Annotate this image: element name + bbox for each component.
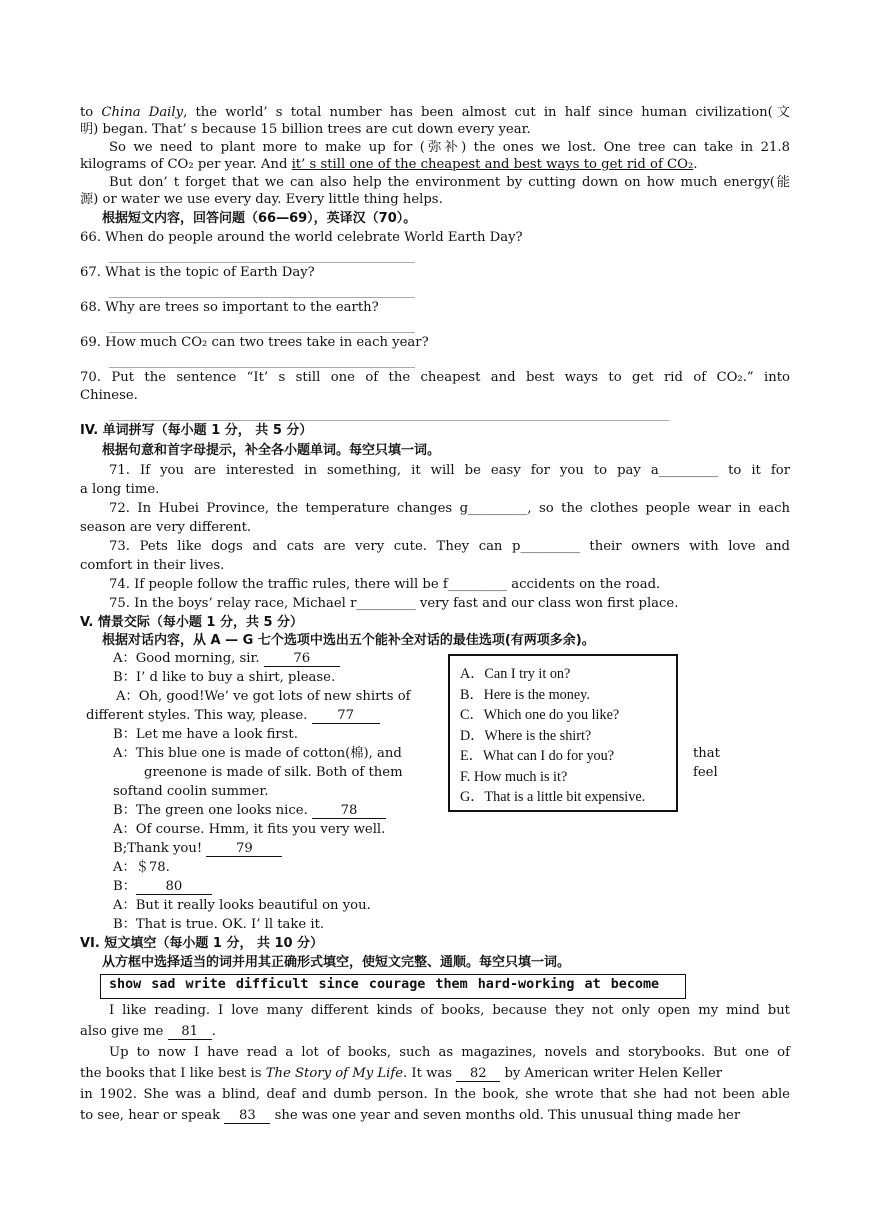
newspaper-name: China Daily: [101, 105, 184, 120]
dialog-line-8: softand coolin summer.: [113, 784, 269, 799]
passage2-line-6: to see, hear or speak 83 she was one year and seven months old. This unusual thing made her: [80, 1108, 741, 1123]
question-73-cont: comfort in their lives.: [80, 558, 225, 573]
dialog-line-3: A：Oh, good!We’ ve got lots of new shirts of: [116, 689, 411, 704]
section-5-title: V. 情景交际（每小题 1 分，共 5 分）: [80, 615, 304, 630]
underlined-sentence: it’ s still one of the cheapest and best ways to get rid of CO₂: [291, 157, 694, 172]
qa-instruction: 根据短文内容，回答问题（66—69），英译汉（70）。: [102, 211, 417, 226]
question-72-cont: season are very different.: [80, 520, 252, 535]
dialog-line-1: A：Good morning, sir. 76: [113, 650, 340, 667]
dialog-line-13: B： 80: [113, 878, 212, 895]
question-75: 75. In the boys’ relay race, Michael r_________ very fast and our class won first place.: [109, 596, 679, 611]
blank-77[interactable]: 77: [312, 709, 380, 724]
blank-78[interactable]: 78: [312, 804, 386, 819]
option-d[interactable]: D．Where is the shirt?: [460, 727, 592, 744]
dialog-line-10: A：Of course. Hmm, it fits you very well.: [113, 822, 386, 837]
dialog-line-9: B：The green one looks nice. 78: [113, 802, 386, 819]
dialog-line-6-tail: that: [693, 746, 720, 761]
passage-line-3: So we need to plant more to make up for (弥补) the ones we lost. One tree can take in 21.8: [109, 140, 790, 155]
answer-line-69[interactable]: [109, 367, 415, 368]
passage-line-2: 明) began. That’ s because 15 billion trees are cut down every year.: [80, 122, 531, 137]
blank-80[interactable]: 80: [136, 880, 212, 895]
question-73: 73. Pets like dogs and cats are very cute. They can p_________ their owners with love and: [109, 539, 790, 554]
passage2-line-5: in 1902. She was a blind, deaf and dumb person. In the book, she wrote that she had not been able: [80, 1087, 790, 1102]
question-72: 72. In Hubei Province, the temperature changes g_________, so the clothes people wear in each: [109, 501, 790, 516]
option-c[interactable]: C．Which one do you like?: [460, 707, 620, 723]
section-6-title: VI. 短文填空（每小题 1 分， 共 10 分）: [80, 936, 324, 951]
options-box: [448, 654, 678, 812]
dialog-line-7: greenone is made of silk. Both of them: [144, 765, 403, 780]
question-67: 67. What is the topic of Earth Day?: [80, 265, 315, 280]
section-6-instruction: 从方框中选择适当的词并用其正确形式填空，使短文完整、通顺。每空只填一词。: [102, 955, 571, 970]
dialog-line-2: B：I’ d like to buy a shirt, please.: [113, 670, 336, 685]
question-71: 71. If you are interested in something, it will be easy for you to pay a_________ to it for: [109, 463, 790, 478]
question-74: 74. If people follow the traffic rules, there will be f_________ accidents on the road.: [109, 577, 661, 592]
passage-line-4c: .: [693, 157, 698, 172]
question-66: 66. When do people around the world celebrate World Earth Day?: [80, 230, 523, 245]
passage2-line-3: Up to now I have read a lot of books, such as magazines, novels and storybooks. But one of: [109, 1045, 790, 1060]
book-title: The Story of My Life: [265, 1066, 404, 1081]
option-g[interactable]: G．That is a little bit expensive.: [460, 789, 646, 805]
dialog-line-7-tail: feel: [693, 765, 718, 780]
dialog-line-5: B：Let me have a look first.: [113, 727, 298, 742]
word-bank: show sad write difficult since courage them hard-working at become: [100, 974, 686, 999]
option-b[interactable]: B．Here is the money.: [460, 686, 590, 703]
blank-76[interactable]: 76: [264, 652, 340, 667]
passage2-line-4: the books that I like best is The Story of My Life. It was 82 by American writer Helen Keller: [80, 1066, 723, 1081]
dialog-line-12: A：＄78.: [113, 860, 170, 875]
blank-83[interactable]: 83: [224, 1109, 270, 1124]
option-a[interactable]: A．Can I try it on?: [460, 666, 571, 682]
question-71-cont: a long time.: [80, 482, 160, 497]
option-f[interactable]: F. How much is it?: [460, 768, 568, 785]
passage2-line-1: I like reading. I love many different kinds of books, because they not only open my mind but: [109, 1003, 790, 1018]
blank-82[interactable]: 82: [456, 1067, 500, 1082]
passage-line-1-rest: , the world’ s total number has been almost cut in half since human civilization(文: [183, 105, 790, 120]
passage-line-5: But don’ t forget that we can also help the environment by cutting down on how much energy(能: [109, 175, 790, 190]
section-4-title: IV. 单词拼写（每小题 1 分， 共 5 分）: [80, 423, 313, 438]
option-e[interactable]: E．What can I do for you?: [460, 748, 615, 764]
passage-line-1: to China Daily, the world’ s total number has been almost cut in half since human civilization(文: [80, 105, 790, 120]
passage-line-4a: kilograms of CO₂ per year. And: [80, 157, 292, 172]
dialog-line-4: different styles. This way, please. 77: [86, 707, 380, 724]
question-70: 70. Put the sentence “It’ s still one of the cheapest and best ways to get rid of CO₂.” into: [80, 370, 790, 385]
question-70-cont: Chinese.: [80, 388, 138, 403]
answer-line-67[interactable]: [109, 297, 415, 298]
passage2-line-2: also give me 81 .: [80, 1024, 216, 1039]
answer-line-70[interactable]: [109, 420, 669, 421]
question-68: 68. Why are trees so important to the earth?: [80, 300, 379, 315]
section-4-instruction: 根据句意和首字母提示，补全各小题单词。每空只填一词。: [102, 443, 441, 458]
dialog-line-14: A：But it really looks beautiful on you.: [113, 898, 371, 913]
blank-81[interactable]: 81: [168, 1025, 212, 1040]
answer-line-68[interactable]: [109, 332, 415, 333]
answer-line-66[interactable]: [109, 262, 415, 263]
dialog-line-15: B：That is true. OK. I’ ll take it.: [113, 917, 325, 932]
blank-79[interactable]: 79: [206, 842, 282, 857]
question-69: 69. How much CO₂ can two trees take in each year?: [80, 335, 429, 350]
section-5-instruction: 根据对话内容，从 A — G 七个选项中选出五个能补全对话的最佳选项(有两项多余)。: [102, 633, 595, 648]
passage-line-6: 源) or water we use every day. Every little thing helps.: [80, 192, 443, 207]
dialog-line-6: A：This blue one is made of cotton(棉), and: [113, 746, 402, 761]
passage-line-4: [80, 156, 697, 173]
dialog-line-11: B;Thank you! 79: [113, 840, 282, 857]
